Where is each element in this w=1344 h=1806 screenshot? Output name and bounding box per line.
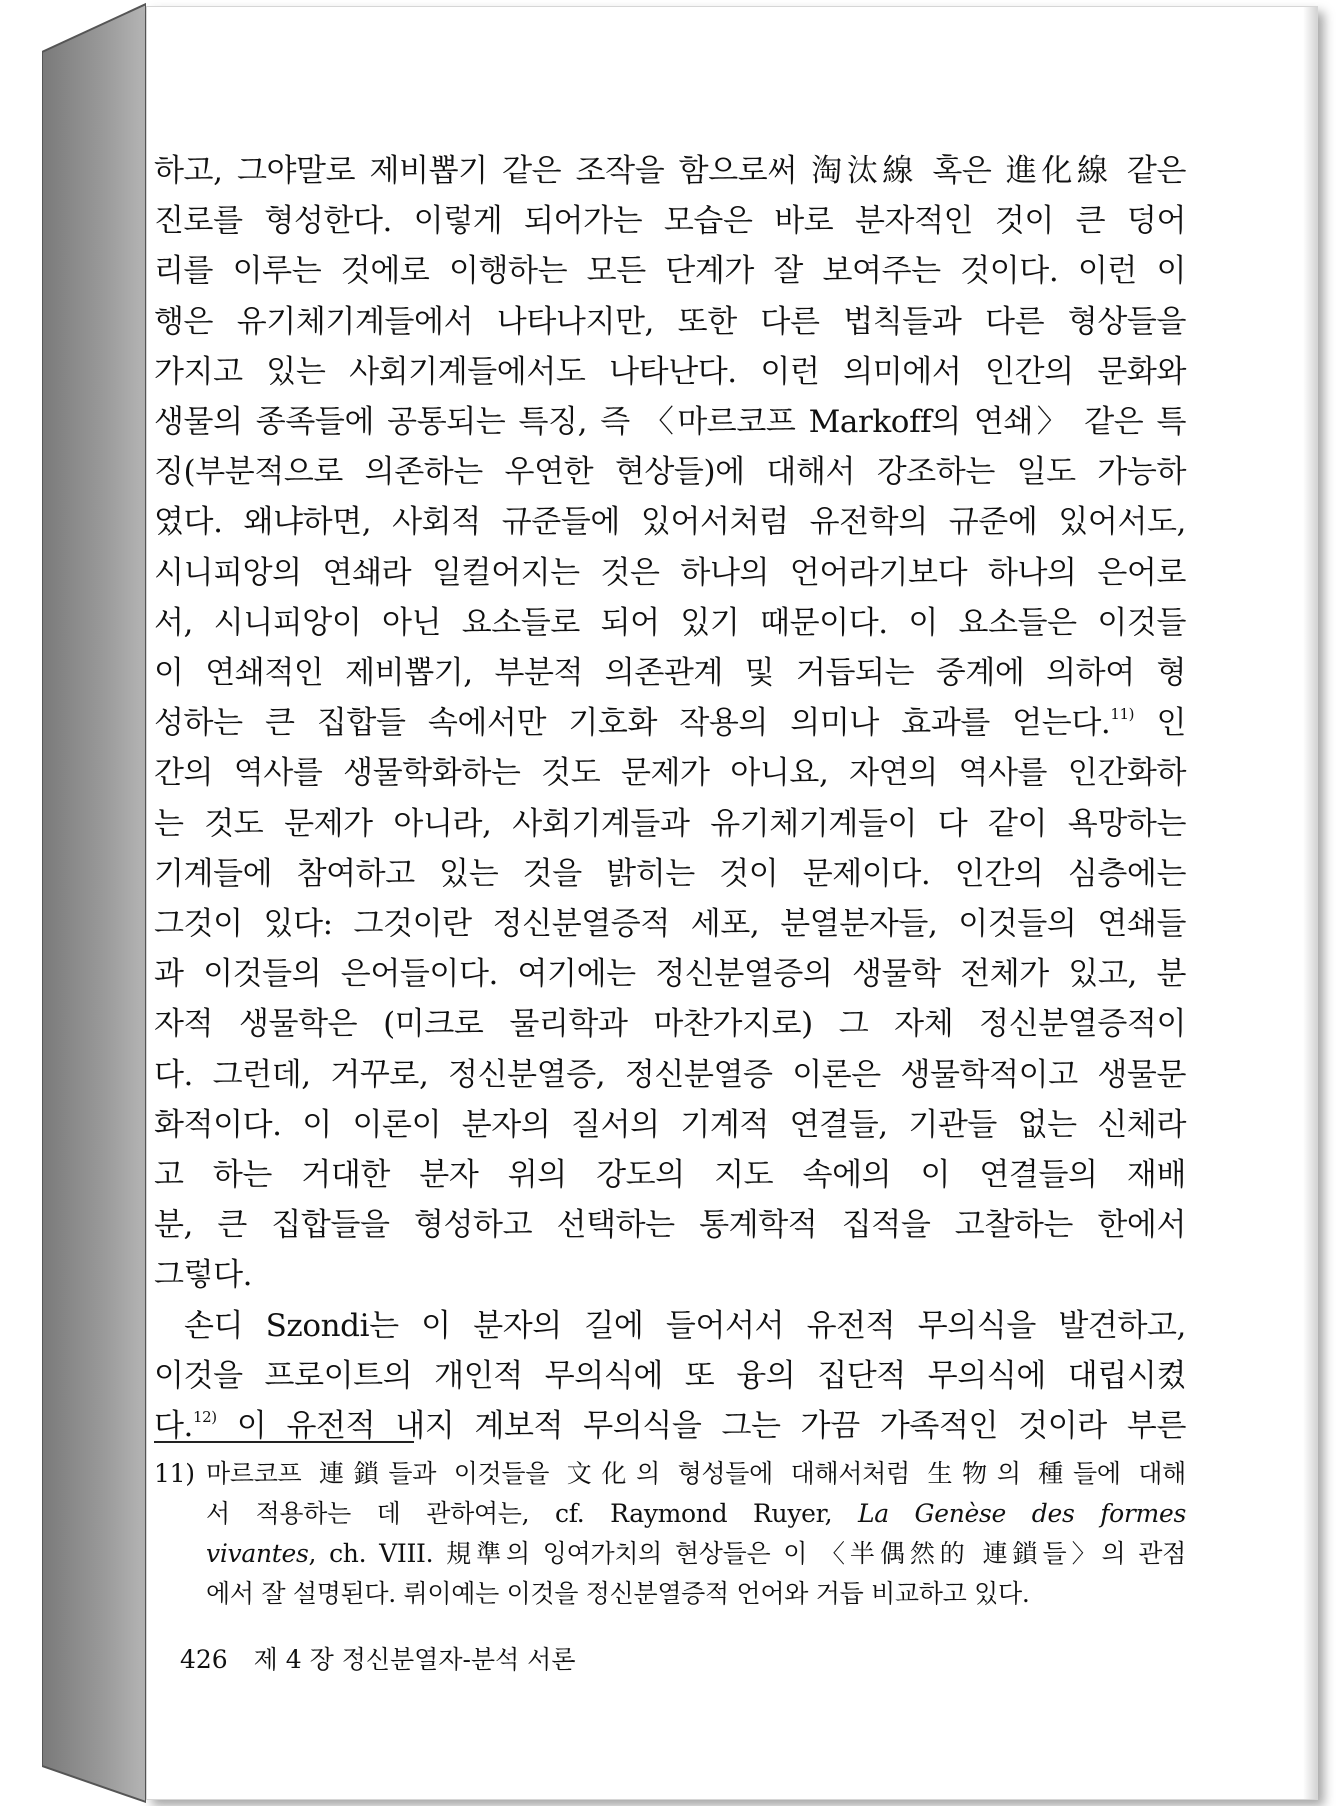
book-title: vivantes — [206, 1539, 309, 1568]
page-edge-shadow — [1303, 7, 1317, 1799]
footnote — [154, 1454, 1186, 1614]
text-line: 다. 그런데, 거꾸로, 정신분열증, 정신분열증 이론은 생물학적이고 생물문 — [154, 1056, 1186, 1093]
running-chapter-title: 제 4 장 정신분열자-분석 서론 — [253, 1645, 576, 1674]
text-line: 화적이다. 이 이론이 분자의 질서의 기계적 연결들, 기관들 없는 신체라 — [154, 1106, 1186, 1143]
text-line: 고 하는 거대한 분자 위의 강도의 지도 속에의 이 연결들의 재배 — [154, 1157, 1186, 1194]
text-line: 가지고 있는 사회기계들에서도 나타난다. 이런 의미에서 인간의 문화와 — [154, 353, 1186, 390]
text-line-with-note — [154, 1401, 1186, 1451]
text-line: 간의 역사를 생물학화하는 것도 문제가 아니요, 자연의 역사를 인간화하 — [154, 755, 1186, 792]
page-footer — [180, 1640, 575, 1676]
text-line: 였다. 왜냐하면, 사회적 규준들에 있어서처럼 유전학의 규준에 있어서도, — [154, 504, 1186, 541]
page-number: 426 — [180, 1645, 228, 1674]
footnote-line — [154, 1534, 1186, 1574]
text-line: 그렇다. — [154, 1257, 253, 1294]
footnote-number: 11) — [154, 1459, 195, 1488]
footnote-text: , ch. VIII. 規準의 잉여가치의 현상들은 이 〈半偶然的 連鎖들〉의 관점 — [308, 1539, 1186, 1568]
text-line: 는 것도 문제가 아니라, 사회기계들과 유기체기계들이 다 같이 욕망하는 — [154, 805, 1186, 842]
text-line-with-note — [154, 698, 1186, 748]
text-line: 손디 Szondi는 이 분자의 길에 들어서서 유전적 무의식을 발견하고, — [184, 1307, 1186, 1344]
footnote-reference[interactable]: 12) — [193, 1408, 217, 1427]
footnote-line — [154, 1454, 1186, 1494]
text-line: 자적 생물학은 (미크로 물리학과 마찬가지로) 그 자체 정신분열증적이 — [154, 1006, 1186, 1043]
text-line: 진로를 형성한다. 이렇게 되어가는 모습은 바로 분자적인 것이 큰 덩어 — [154, 203, 1186, 240]
footnote-line — [154, 1494, 1186, 1534]
text-line: 시니피앙의 연쇄라 일컬어지는 것은 하나의 언어라기보다 하나의 은어로 — [154, 554, 1186, 591]
text-line: 이것을 프로이트의 개인적 무의식에 또 융의 집단적 무의식에 대립시켰 — [154, 1357, 1186, 1394]
footnote-text: 서 적용하는 데 관하여는, cf. Raymond Ruyer, — [206, 1499, 858, 1528]
text-line: 생물의 종족들에 공통되는 특징, 즉 〈마르코프 Markoff의 연쇄〉 같은 특 — [154, 404, 1186, 441]
footnote-reference[interactable]: 11) — [1110, 705, 1135, 724]
footnote-line — [154, 1574, 1186, 1614]
footnote-text: 마르코프 連鎖들과 이것들을 文化의 형성들에 대해서처럼 生物의 種들에 대해 — [206, 1459, 1186, 1488]
text-line: 이 연쇄적인 제비뽑기, 부분적 의존관계 및 거듭되는 중계에 의하여 형 — [154, 655, 1186, 692]
text-segment: 이 유전적 내지 계보적 무의식을 그는 가끔 가족적인 것이라 부른 — [236, 1408, 1186, 1445]
text-segment: 인 — [1156, 705, 1186, 742]
text-line: 징(부분적으로 의존하는 우연한 현상들)에 대해서 강조하는 일도 가능하 — [154, 454, 1186, 491]
footnote-divider — [154, 1441, 414, 1443]
text-line: 과 이것들의 은어들이다. 여기에는 정신분열증의 생물학 전체가 있고, 분 — [154, 956, 1186, 993]
text-line: 서, 시니피앙이 아닌 요소들로 되어 있기 때문이다. 이 요소들은 이것들 — [154, 604, 1186, 641]
text-line: 분, 큰 집합들을 형성하고 선택하는 통계학적 집적을 고찰하는 한에서 — [154, 1207, 1186, 1244]
text-segment: 성하는 큰 집합들 속에서만 기호화 작용의 의미나 효과를 얻는다. — [154, 705, 1111, 742]
text-line: 하고, 그야말로 제비뽑기 같은 조작을 함으로써 淘汰線 혹은 進化線 같은 — [154, 153, 1186, 189]
text-line: 그것이 있다: 그것이란 정신분열증적 세포, 분열분자들, 이것들의 연쇄들 — [154, 906, 1186, 943]
text-line: 행은 유기체기계들에서 나타나지만, 또한 다른 법칙들과 다른 형상들을 — [154, 303, 1186, 340]
footnote-text: 에서 잘 설명된다. 뤼이예는 이것을 정신분열증적 언어와 거듭 비교하고 있다. — [206, 1579, 1030, 1608]
text-segment: 다. — [154, 1408, 193, 1445]
book-spine — [42, 0, 146, 1806]
text-line: 리를 이루는 것에로 이행하는 모든 단계가 잘 보여주는 것이다. 이런 이 — [154, 253, 1186, 290]
book-title: La Genèse des formes — [857, 1499, 1186, 1528]
body-text — [154, 146, 1186, 1451]
text-line: 기계들에 참여하고 있는 것을 밝히는 것이 문제이다. 인간의 심층에는 — [154, 855, 1186, 892]
